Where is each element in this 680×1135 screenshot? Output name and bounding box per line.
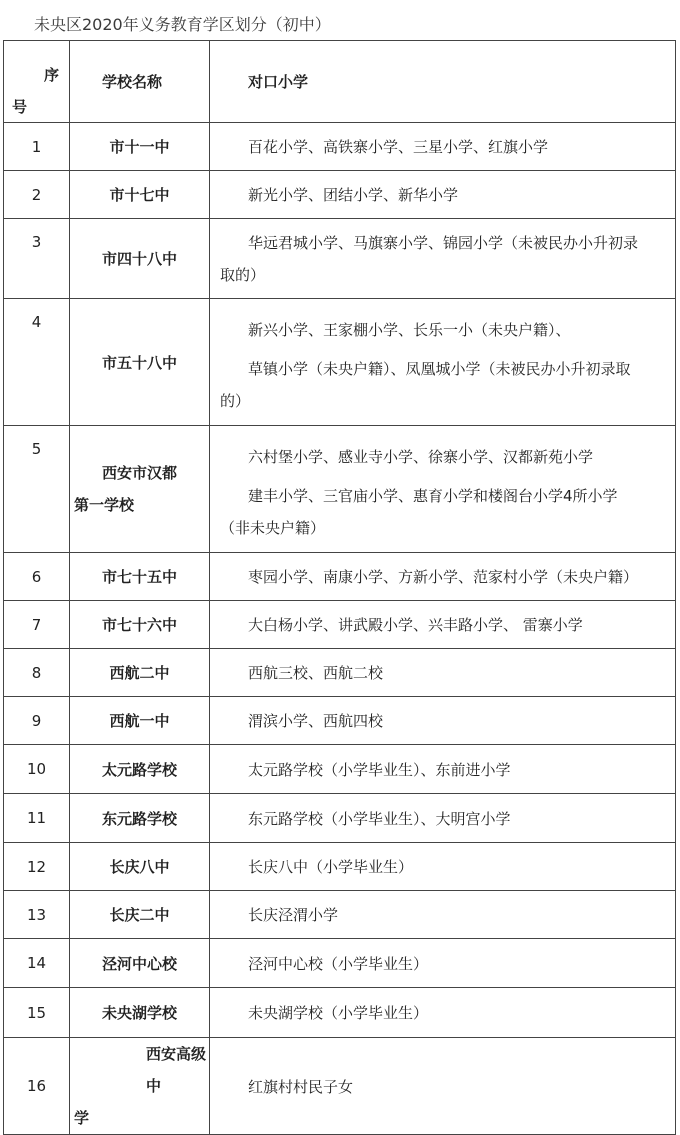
row-number: 8 <box>4 649 70 697</box>
matched-schools: 东元路学校（小学毕业生）、大明宫小学 <box>210 794 676 843</box>
header-seq-bottom: 号 <box>12 97 28 116</box>
row-number: 11 <box>4 794 70 843</box>
school-name <box>70 1038 210 1135</box>
table-header-row <box>4 41 676 123</box>
table-row <box>4 171 676 219</box>
row-number: 9 <box>4 697 70 745</box>
matched-schools: 百花小学、高铁寨小学、三星小学、红旗小学 <box>210 123 676 171</box>
school-name: 市七十六中 <box>70 601 210 649</box>
row-number: 7 <box>4 601 70 649</box>
matched-schools: 渭滨小学、西航四校 <box>210 697 676 745</box>
matched-schools-line: （非未央户籍） <box>220 519 326 537</box>
row-number: 4 <box>4 299 70 426</box>
matched-schools: 泾河中心校（小学毕业生） <box>210 939 676 988</box>
row-number: 2 <box>4 171 70 219</box>
school-name: 东元路学校 <box>70 794 210 843</box>
table-row <box>4 426 676 553</box>
row-number: 3 <box>4 219 70 299</box>
school-name: 未央湖学校 <box>70 988 210 1038</box>
table-row <box>4 601 676 649</box>
matched-schools-line: 草镇小学（未央户籍）、凤凰城小学（未被民办小升初录取 <box>248 360 631 378</box>
table-row <box>4 745 676 794</box>
school-name <box>70 426 210 553</box>
row-number: 15 <box>4 988 70 1038</box>
header-match: 对口小学 <box>210 41 676 123</box>
row-number: 5 <box>4 426 70 553</box>
header-seq <box>4 41 70 123</box>
row-number: 10 <box>4 745 70 794</box>
table-row <box>4 649 676 697</box>
matched-schools-line: 华远君城小学、马旗寨小学、锦园小学（未被民办小升初录 <box>248 233 639 252</box>
matched-schools: 长庆八中（小学毕业生） <box>210 843 676 891</box>
school-name-line: 学 <box>74 1109 90 1127</box>
school-name: 太元路学校 <box>70 745 210 794</box>
school-name: 长庆二中 <box>70 891 210 939</box>
matched-schools: 长庆泾渭小学 <box>210 891 676 939</box>
school-name: 长庆八中 <box>70 843 210 891</box>
school-name-line: 第一学校 <box>74 496 135 514</box>
matched-schools: 新光小学、团结小学、新华小学 <box>210 171 676 219</box>
table-row <box>4 219 676 299</box>
matched-schools <box>210 426 676 553</box>
matched-schools <box>210 299 676 426</box>
table-row <box>4 843 676 891</box>
school-name: 西航一中 <box>70 697 210 745</box>
school-district-table <box>3 40 676 1135</box>
header-school: 学校名称 <box>70 41 210 123</box>
school-name: 市五十八中 <box>70 299 210 426</box>
school-name: 市十七中 <box>70 171 210 219</box>
header-seq-top: 序 <box>44 65 60 84</box>
matched-schools: 太元路学校（小学毕业生）、东前进小学 <box>210 745 676 794</box>
matched-schools: 枣园小学、南康小学、方新小学、范家村小学（未央户籍） <box>210 553 676 601</box>
table-row <box>4 123 676 171</box>
table-row <box>4 299 676 426</box>
matched-schools-line: 取的） <box>220 265 266 284</box>
table-row <box>4 939 676 988</box>
matched-schools-line: 新兴小学、王家棚小学、长乐一小（未央户籍）、 <box>248 321 571 339</box>
matched-schools: 红旗村村民子女 <box>210 1038 676 1135</box>
table-caption: 未央区2020年义务教育学区划分（初中） <box>34 15 331 34</box>
matched-schools: 西航三校、西航二校 <box>210 649 676 697</box>
school-name: 西航二中 <box>70 649 210 697</box>
school-name: 市七十五中 <box>70 553 210 601</box>
school-name: 泾河中心校 <box>70 939 210 988</box>
school-name: 市十一中 <box>70 123 210 171</box>
matched-schools-line: 建丰小学、三官庙小学、惠育小学和楼阁台小学4所小学 <box>248 487 618 505</box>
row-number: 16 <box>4 1038 70 1135</box>
table-row <box>4 988 676 1038</box>
school-name: 市四十八中 <box>70 219 210 299</box>
table-row <box>4 697 676 745</box>
matched-schools: 大白杨小学、讲武殿小学、兴丰路小学、 雷寨小学 <box>210 601 676 649</box>
table-row <box>4 553 676 601</box>
table-row <box>4 794 676 843</box>
school-name-line: 西安市汉都 <box>102 464 178 482</box>
row-number: 6 <box>4 553 70 601</box>
table-row <box>4 891 676 939</box>
matched-schools-line: 六村堡小学、感业寺小学、徐寨小学、汉都新苑小学 <box>248 448 594 466</box>
matched-schools-line: 的） <box>220 392 251 410</box>
matched-schools <box>210 219 676 299</box>
table-row <box>4 1038 676 1135</box>
row-number: 13 <box>4 891 70 939</box>
row-number: 14 <box>4 939 70 988</box>
row-number: 12 <box>4 843 70 891</box>
row-number: 1 <box>4 123 70 171</box>
school-name-line: 西安高级中 <box>146 1045 207 1095</box>
matched-schools: 未央湖学校（小学毕业生） <box>210 988 676 1038</box>
